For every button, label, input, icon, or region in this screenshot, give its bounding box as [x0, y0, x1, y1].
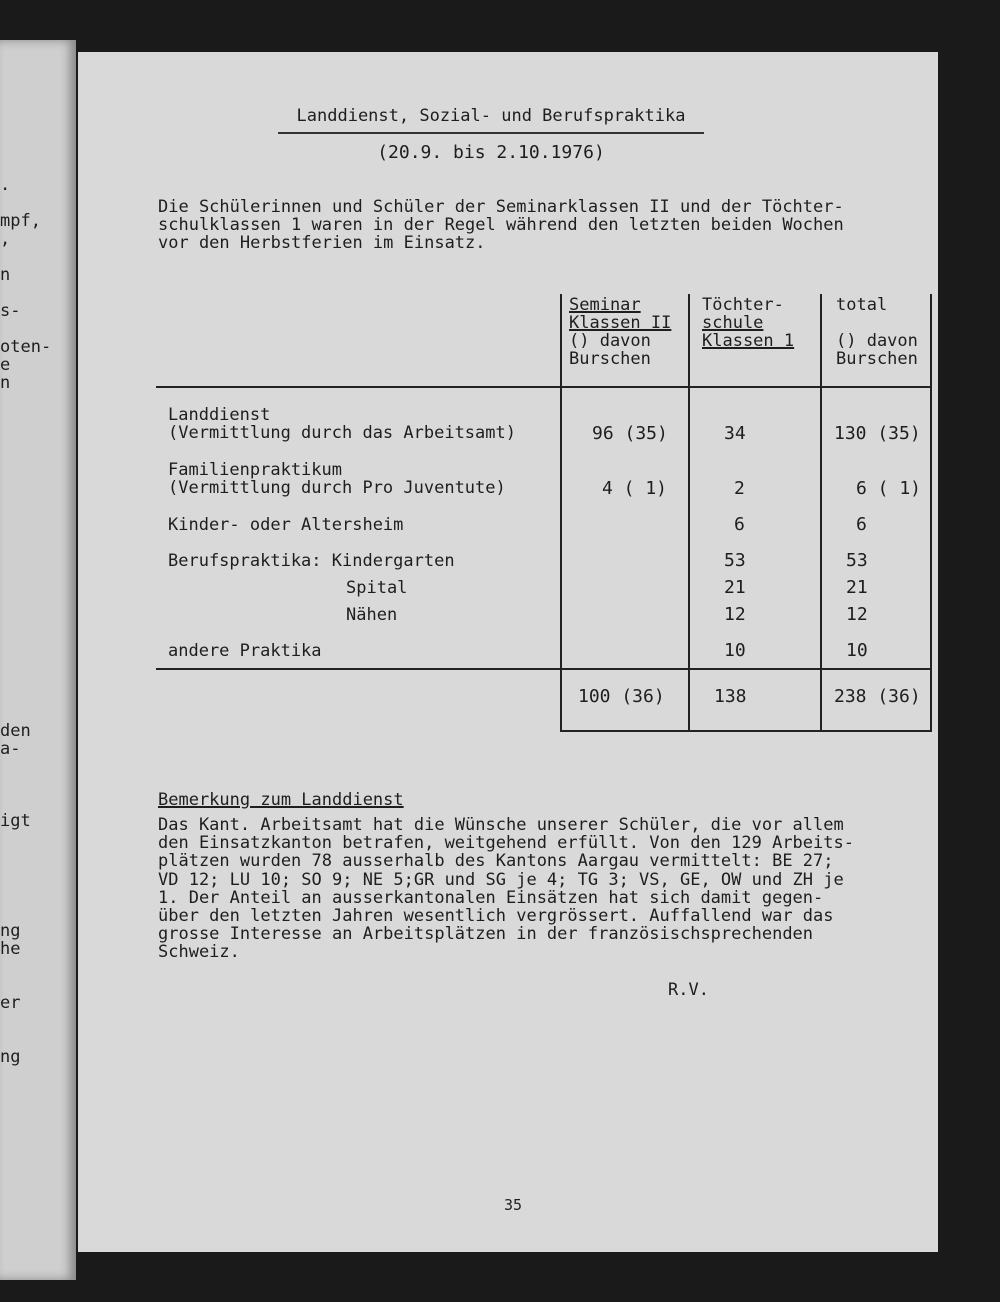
page-title: Landdienst, Sozial- und Berufspraktika	[278, 106, 704, 134]
intro-line: Die Schülerinnen und Schüler der Seminarklassen II und der Töchter-	[158, 197, 844, 217]
table-rule-bottom	[560, 730, 932, 732]
left-fragment: e	[0, 355, 11, 375]
column-header-toechterschule: Töchter- schule Klassen 1	[702, 295, 795, 351]
cell-toechter: 34	[724, 423, 746, 444]
left-fragment: ,	[0, 229, 11, 249]
left-fragment: .	[0, 175, 11, 195]
cell-total: 21	[846, 577, 868, 598]
intro-line: schulklassen 1 waren in der Regel während den letzten beiden Wochen	[158, 215, 844, 235]
intro-line: vor den Herbstferien im Einsatz.	[158, 233, 486, 253]
column-header-total: total () davon Burschen	[836, 295, 918, 369]
row-label-landdienst: Landdienst (Vermittlung durch das Arbeitsamt)	[168, 405, 516, 443]
left-fragment: den	[0, 721, 31, 741]
cell-total: 53	[846, 550, 868, 571]
left-fragment: ng	[0, 921, 21, 941]
cell-total: 10	[846, 640, 868, 661]
intro-paragraph	[158, 198, 844, 252]
cell-seminar: 4 ( 1)	[602, 478, 668, 499]
table-column-divider	[930, 294, 932, 732]
left-fragment: mpf,	[0, 211, 41, 231]
column-header-seminar: Seminar Klassen II () davon Burschen	[569, 295, 672, 369]
left-page-edge	[0, 40, 76, 1280]
row-label-kinderheim: Kinder- oder Altersheim	[168, 515, 404, 535]
cell-toechter: 2	[734, 478, 745, 499]
total-seminar: 100 (36)	[578, 686, 665, 707]
table-rule-header	[156, 386, 932, 388]
page-number: 35	[504, 1196, 523, 1214]
table-rule-total	[156, 668, 932, 670]
remark-paragraph: Das Kant. Arbeitsamt hat die Wünsche unserer Schüler, die vor allem den Einsatzkanton betrafen, weitgehend erfüllt. Von den 129 Arbeits- plätzen wurden 78 ausserhalb des Kantons Aargau vermittelt: BE 27; VD 12; LU 10; SO 9; NE 5;GR und SG je 4; TG 3; VS, GE, OW und ZH je 1. Der Anteil an ausserkantonalen Einsätzen hat sich damit gegen- über den letzten Jahren wesentlich vergrössert. Auffallend war das grosse Interesse an Arbeitsplätzen in der französischsprechenden Schweiz.	[158, 815, 854, 963]
document-page	[78, 52, 938, 1252]
row-label-familienpraktikum: Familienpraktikum (Vermittlung durch Pro Juventute)	[168, 460, 506, 498]
left-fragment: n	[0, 373, 11, 393]
table-column-divider	[560, 294, 562, 732]
table-column-divider	[688, 294, 690, 732]
total-toechter: 138	[714, 686, 747, 707]
left-fragment: er	[0, 993, 21, 1013]
signature-initials: R.V.	[668, 980, 709, 1000]
left-fragment: a-	[0, 739, 21, 759]
cell-total: 130 (35)	[834, 423, 921, 444]
row-label-andere: andere Praktika	[168, 641, 322, 661]
cell-total: 6	[856, 514, 867, 535]
left-fragment: he	[0, 939, 21, 959]
left-fragment: ng	[0, 1047, 21, 1067]
row-label-berufspraktika: Berufspraktika: Kindergarten	[168, 551, 455, 571]
left-fragment: s-	[0, 301, 21, 321]
left-fragment: oten-	[0, 337, 52, 357]
left-fragment: igt	[0, 811, 31, 831]
total-overall: 238 (36)	[834, 686, 921, 707]
remark-heading: Bemerkung zum Landdienst	[158, 790, 404, 810]
cell-toechter: 53	[724, 550, 746, 571]
cell-total: 6 ( 1)	[856, 478, 922, 499]
cell-toechter: 12	[724, 604, 746, 625]
cell-toechter: 21	[724, 577, 746, 598]
cell-seminar: 96 (35)	[592, 423, 668, 444]
cell-total: 12	[846, 604, 868, 625]
row-label-naehen: Nähen	[346, 605, 398, 625]
cell-toechter: 6	[734, 514, 745, 535]
table-column-divider	[820, 294, 822, 732]
cell-toechter: 10	[724, 640, 746, 661]
left-fragment: n	[0, 265, 11, 285]
date-range: (20.9. bis 2.10.1976)	[377, 142, 605, 163]
row-label-spital: Spital	[346, 578, 408, 598]
